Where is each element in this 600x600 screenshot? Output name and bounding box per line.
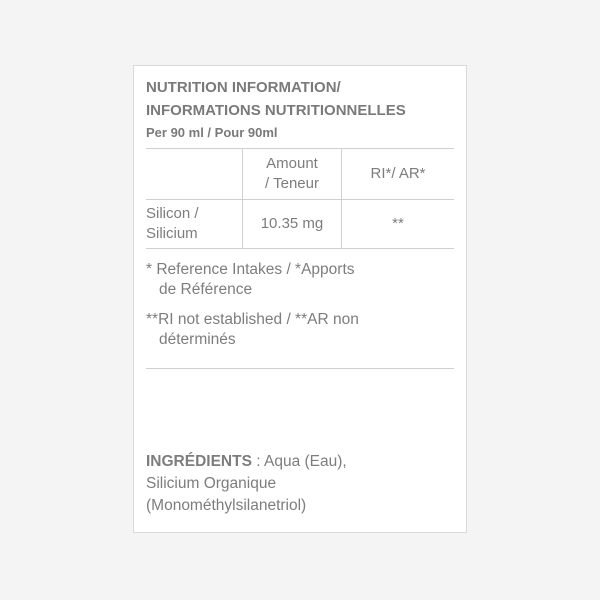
footnotes xyxy=(146,249,454,369)
header-amount xyxy=(243,149,342,200)
ingredients-line1: Aqua (Eau), xyxy=(264,453,347,470)
header-amount-line2: / Teneur xyxy=(265,175,319,192)
table-row xyxy=(146,200,454,249)
footnote-2-line2: déterminés xyxy=(159,331,236,348)
nutrient-amount: 10.35 mg xyxy=(243,200,342,249)
ingredients-separator: : xyxy=(251,453,265,470)
footnote-reference-intakes xyxy=(146,260,454,300)
panel-title-line1: NUTRITION INFORMATION/ xyxy=(146,79,341,96)
ingredients-block xyxy=(146,451,454,517)
nutrient-name xyxy=(146,200,243,249)
footnote-1-line2: de Référence xyxy=(159,281,253,298)
footnote-ri-not-established xyxy=(146,310,454,350)
nutrient-name-line1: Silicon / xyxy=(146,205,199,222)
nutrition-panel xyxy=(146,76,454,369)
nutrition-label xyxy=(133,65,467,533)
per-serving-text: Per 90 ml / Pour 90ml xyxy=(146,124,454,149)
footnote-1-line1: * Reference Intakes / *Apports xyxy=(146,261,355,278)
nutrition-table xyxy=(146,149,454,249)
footnote-2-line1: **RI not established / **AR non xyxy=(146,311,359,328)
header-nutrient xyxy=(146,149,243,200)
ingredients-label: INGRÉDIENTS xyxy=(146,453,252,470)
nutrient-ri: ** xyxy=(342,200,455,249)
ingredients-line2: Silicium Organique xyxy=(146,475,277,492)
ingredients-line3: (Monométhylsilanetriol) xyxy=(146,497,307,514)
header-ri: RI*/ AR* xyxy=(342,149,455,200)
table-header-row xyxy=(146,149,454,200)
nutrient-name-line2: Silicium xyxy=(146,225,198,242)
header-amount-line1: Amount xyxy=(266,155,318,172)
panel-title-line2: INFORMATIONS NUTRITIONNELLES xyxy=(146,102,406,119)
